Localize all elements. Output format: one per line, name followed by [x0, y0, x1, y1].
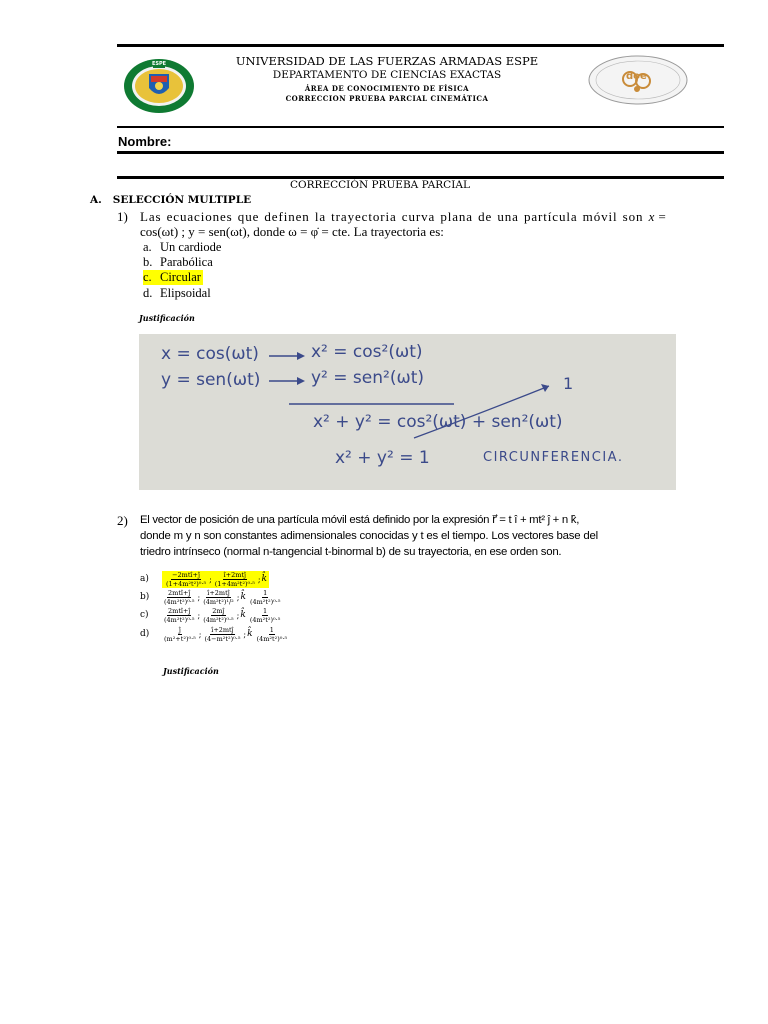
q2-b-frac1: [163, 589, 195, 606]
q1-option-c-text: Circular: [160, 270, 201, 284]
q1-option-d-label: d.: [143, 286, 153, 300]
hw-line1a: x = cos(ωt): [161, 344, 259, 364]
q1-option-a-text: Un cardiode: [160, 240, 222, 254]
q1-option-b-label: b.: [143, 255, 153, 269]
name-label: Nombre:: [118, 134, 172, 149]
area-title: ÁREA DE CONOCIMIENTO DE FÍSICA: [304, 84, 470, 93]
q2-c-f1-num: 2mtî+ĵ: [168, 606, 191, 615]
q2-line3: triedro intrínseco (normal n-tangencial t-binormal b) de su trayectoria, en ese orden son.: [140, 546, 562, 558]
q2-c-sep1: ;: [197, 610, 201, 620]
q2-b-sep1: ;: [197, 592, 201, 602]
q2-d-frac1: [163, 626, 197, 643]
q1-line1-text: Las ecuaciones que definen la trayectoria curva plana de una partícula móvil son: [140, 209, 649, 224]
q2-c-f2-num: 2mĵ: [212, 606, 225, 615]
q2-b-f2-den: (4m²t²)¹/²: [203, 597, 234, 606]
q2-d-f3-num: 1: [269, 625, 274, 634]
q1-option-d[interactable]: [143, 286, 211, 301]
q2-line1: El vector de posición de una partícula móvil está definido por la expresión r⃗ = t î + mt² ĵ + n k̂,: [140, 514, 580, 526]
q2-answer-d[interactable]: [140, 626, 289, 642]
q2-a-tail: k̂: [261, 574, 267, 584]
exam-subtitle: CORRECCION PRUEBA PARCIAL CINEMÁTICA: [285, 94, 489, 103]
q1-option-c-label: c.: [143, 270, 152, 284]
q2-answer-b[interactable]: [140, 589, 282, 605]
q2-c-frac2: [202, 607, 234, 624]
name-line[interactable]: [117, 151, 724, 154]
header-top-rule: [117, 44, 724, 47]
espe-logo-text: ESPE: [152, 61, 167, 67]
q1-option-b-text: Parabólica: [160, 255, 213, 269]
q2-a-f1-den: (1+4m²t²)⁰·⁵: [166, 579, 207, 588]
q1-option-a[interactable]: [143, 240, 221, 255]
hw-line3: x² + y² = cos²(ωt) + sen²(ωt): [313, 412, 563, 432]
q2-d-f2-den: (4−m²t²)⁰·⁵: [204, 634, 241, 643]
q2-line2: donde m y n son constantes adimensionales conocidas y t es el tiempo. Los vectores base del: [140, 530, 598, 542]
hw-line2b: y² = sen²(ωt): [311, 368, 424, 388]
q2-d-f2-num: î+2mtĵ: [211, 625, 234, 634]
q1-line1: [140, 209, 665, 225]
doc-title: CORRECCIÓN PRUEBA PARCIAL: [290, 179, 470, 191]
dce-logo-text: doe: [626, 71, 647, 82]
q2-answer-a-body: [162, 571, 269, 588]
q2-a-f1-num: −2mtî+ĵ: [172, 570, 200, 579]
q2-c-tail: k̂: [240, 610, 246, 620]
q1-option-a-label: a.: [143, 240, 152, 254]
q2-d-frac2: [204, 626, 242, 643]
hw-circunferencia: CIRCUNFERENCIA.: [483, 450, 624, 465]
q2-d-f1-num: ĵ: [178, 625, 181, 634]
q2-b-f2-num: î+2mtĵ: [207, 588, 230, 597]
q2-d-sep1: ;: [198, 629, 202, 639]
q2-b-frac3: [249, 589, 281, 606]
q2-answer-c-label: c): [140, 610, 149, 620]
q2-b-f1-num: 2mtî+ĵ: [168, 588, 191, 597]
q2-b-f3-den: (4m²t²)⁰·⁵: [249, 597, 281, 606]
q1-line1-math: x =: [648, 209, 667, 224]
q2-c-f1-den: (4m²t²)⁰·⁵: [164, 615, 195, 624]
q1-number: 1): [117, 209, 128, 224]
q2-b-sep2: ;: [236, 592, 240, 602]
q1-option-b[interactable]: [143, 255, 213, 270]
q2-d-sep2: ;: [243, 629, 247, 639]
hw-line4: x² + y² = 1: [335, 448, 430, 468]
q2-c-f3-den: (4m²t²)⁰·⁵: [249, 615, 281, 624]
q1-line2: cos(ωt) ; y = sen(ωt), donde ω = φ̇ = cte. La trayectoria es:: [140, 224, 444, 239]
q2-answer-a[interactable]: [140, 571, 269, 587]
q2-answer-d-label: d): [140, 629, 150, 639]
department-title: DEPARTAMENTO DE CIENCIAS EXACTAS: [272, 69, 502, 81]
q2-answer-a-label: a): [140, 574, 149, 584]
handwritten-solution-photo: [139, 334, 676, 490]
q1-justification-label: Justificación: [139, 313, 195, 323]
q2-answer-c[interactable]: [140, 607, 282, 623]
q2-d-frac3: [256, 626, 288, 643]
q2-a-frac1: [165, 571, 207, 588]
q2-d-f3-den: (4m²t²)⁰·⁵: [256, 634, 288, 643]
q2-a-f2-den: (1+4m²t²)⁰·⁵: [214, 579, 255, 588]
q2-b-f1-den: (4m²t²)⁰·⁵: [164, 597, 195, 606]
q2-d-f1-den: (m²+t²)⁰·⁵: [164, 634, 196, 643]
q2-c-frac3: [249, 607, 281, 624]
q2-number: 2): [117, 513, 128, 528]
hw-line1b: x² = cos²(ωt): [311, 342, 423, 362]
q2-a-frac2: [214, 571, 256, 588]
q2-a-sep1: ;: [209, 574, 212, 584]
q2-c-f3-num: 1: [263, 606, 268, 615]
q2-c-sep2: ;: [236, 610, 240, 620]
q2-b-tail: k̂: [240, 592, 246, 602]
q2-b-f3-num: 1: [263, 588, 268, 597]
q2-c-frac1: [163, 607, 195, 624]
q2-a-f2-num: î+2mtĵ: [223, 570, 247, 579]
q2-d-tail: k̂: [247, 629, 253, 639]
q1-option-c[interactable]: [143, 270, 203, 285]
hw-line2a: y = sen(ωt): [161, 370, 261, 390]
header-bottom-rule: [117, 126, 724, 128]
q2-justification-label: Justificación: [163, 666, 219, 676]
q2-answer-b-label: b): [140, 592, 150, 602]
hw-note: 1: [563, 374, 574, 393]
q1-option-d-text: Elipsoidal: [160, 286, 211, 300]
university-title: UNIVERSIDAD DE LAS FUERZAS ARMADAS ESPE: [235, 54, 539, 68]
q2-a-sep2: ;: [257, 574, 261, 584]
section-a-heading: A. SELECCIÓN MULTIPLE: [90, 194, 252, 206]
q2-b-frac2: [202, 589, 235, 606]
q2-c-f2-den: (4m²t²)⁰·⁵: [203, 615, 234, 624]
